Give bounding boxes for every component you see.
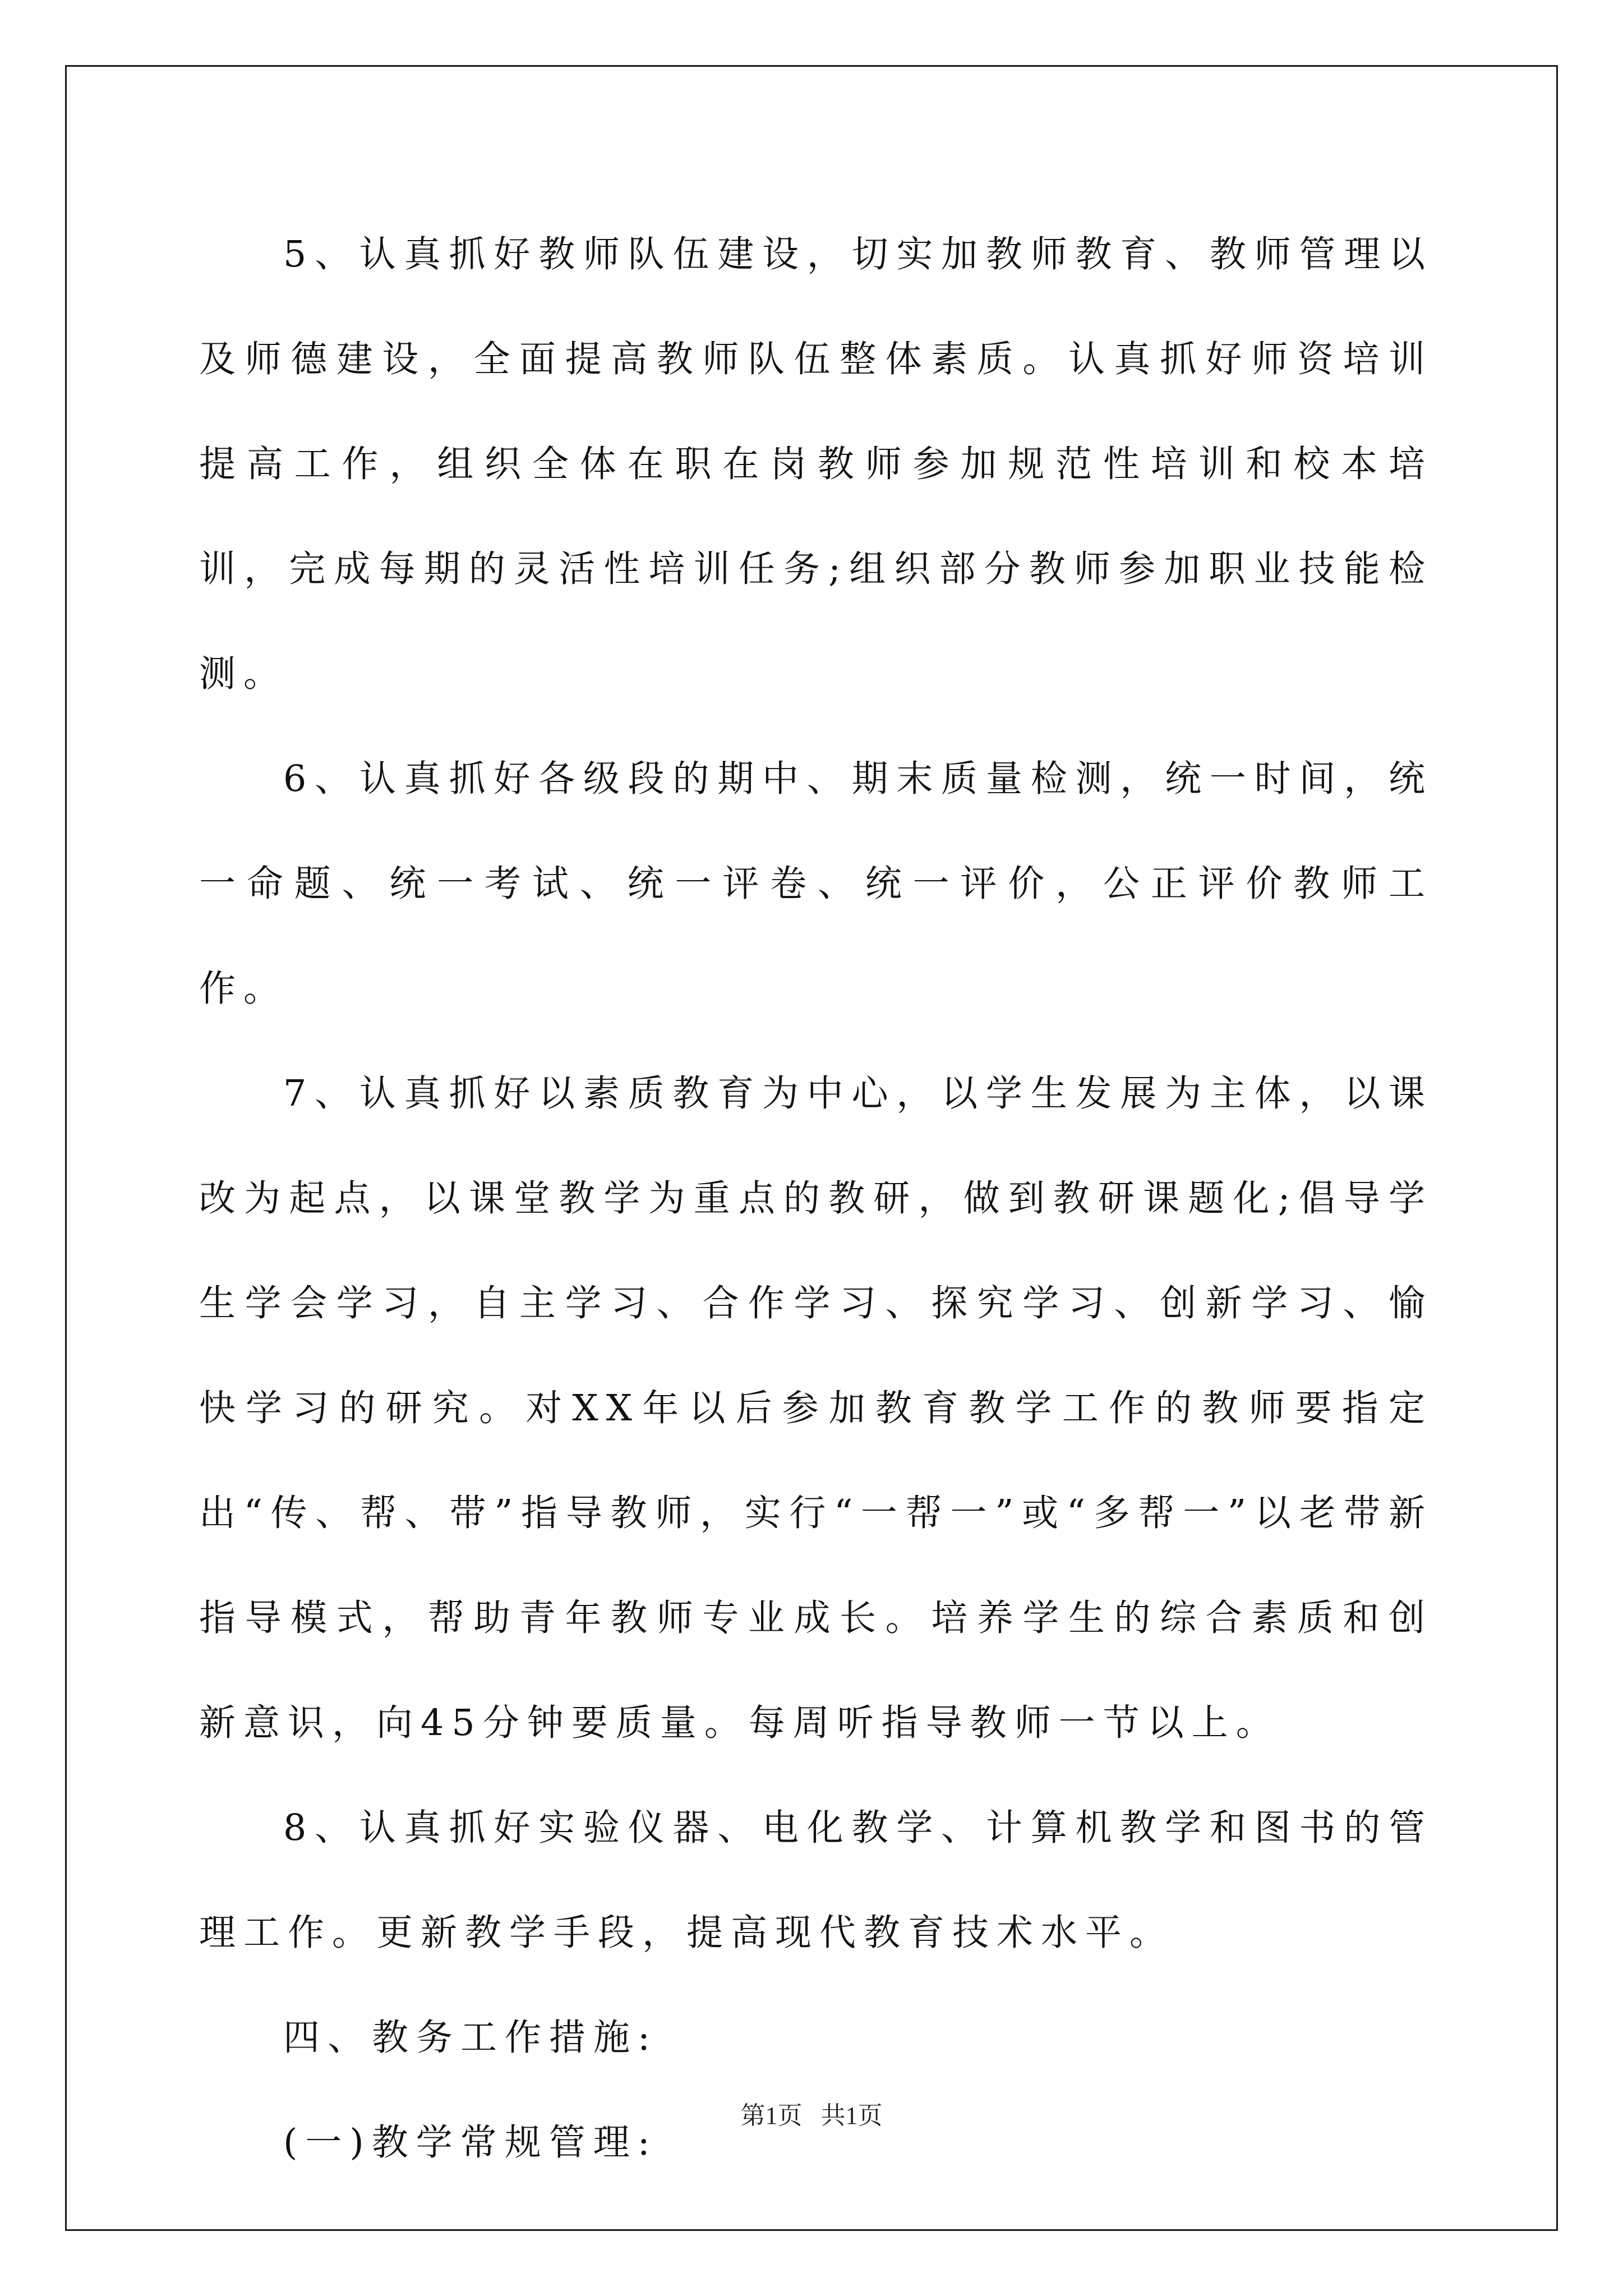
paragraph-item-7: 7、认真抓好以素质教育为中心，以学生发展为主体，以课改为起点，以课堂教学为重点的教研，做到教研课题化;倡导学生学会学习，自主学习、合作学习、探究学习、创新学习、愉快学习的研究。对XX年以后参加教育教学工作的教师要指定出“传、帮、带”指导教师，实行“一帮一”或“多帮一”以老带新指导模式，帮助青年教师专业成长。培养学生的综合素质和创新意识，向45分钟要质量。每周听指导教师一节以上。: [199, 1073, 1433, 1744]
subsection-heading-routine: (一)教学常规管理:: [283, 2122, 658, 2164]
paragraph-item-6: 6、认真抓好各级段的期中、期末质量检测，统一时间，统一命题、统一考试、统一评卷、统一评价，公正评价教师工作。: [199, 758, 1433, 1010]
page-footer: 第1页 共1页: [740, 2102, 883, 2129]
section-heading-measures: 四、教务工作措施:: [283, 2017, 658, 2059]
paragraph-item-5: 5、认真抓好教师队伍建设，切实加教师教育、教师管理以及师德建设，全面提高教师队伍整体素质。认真抓好师资培训提高工作，组织全体在职在岗教师参加规范性培训和校本培训，完成每期的灵活性培训任务;组织部分教师参加职业技能检测。: [199, 233, 1433, 695]
document-body: [199, 202, 1433, 2195]
paragraph-item-8: 8、认真抓好实验仪器、电化教学、计算机教学和图书的管理工作。更新教学手段，提高现代教育技术水平。: [199, 1807, 1433, 1954]
